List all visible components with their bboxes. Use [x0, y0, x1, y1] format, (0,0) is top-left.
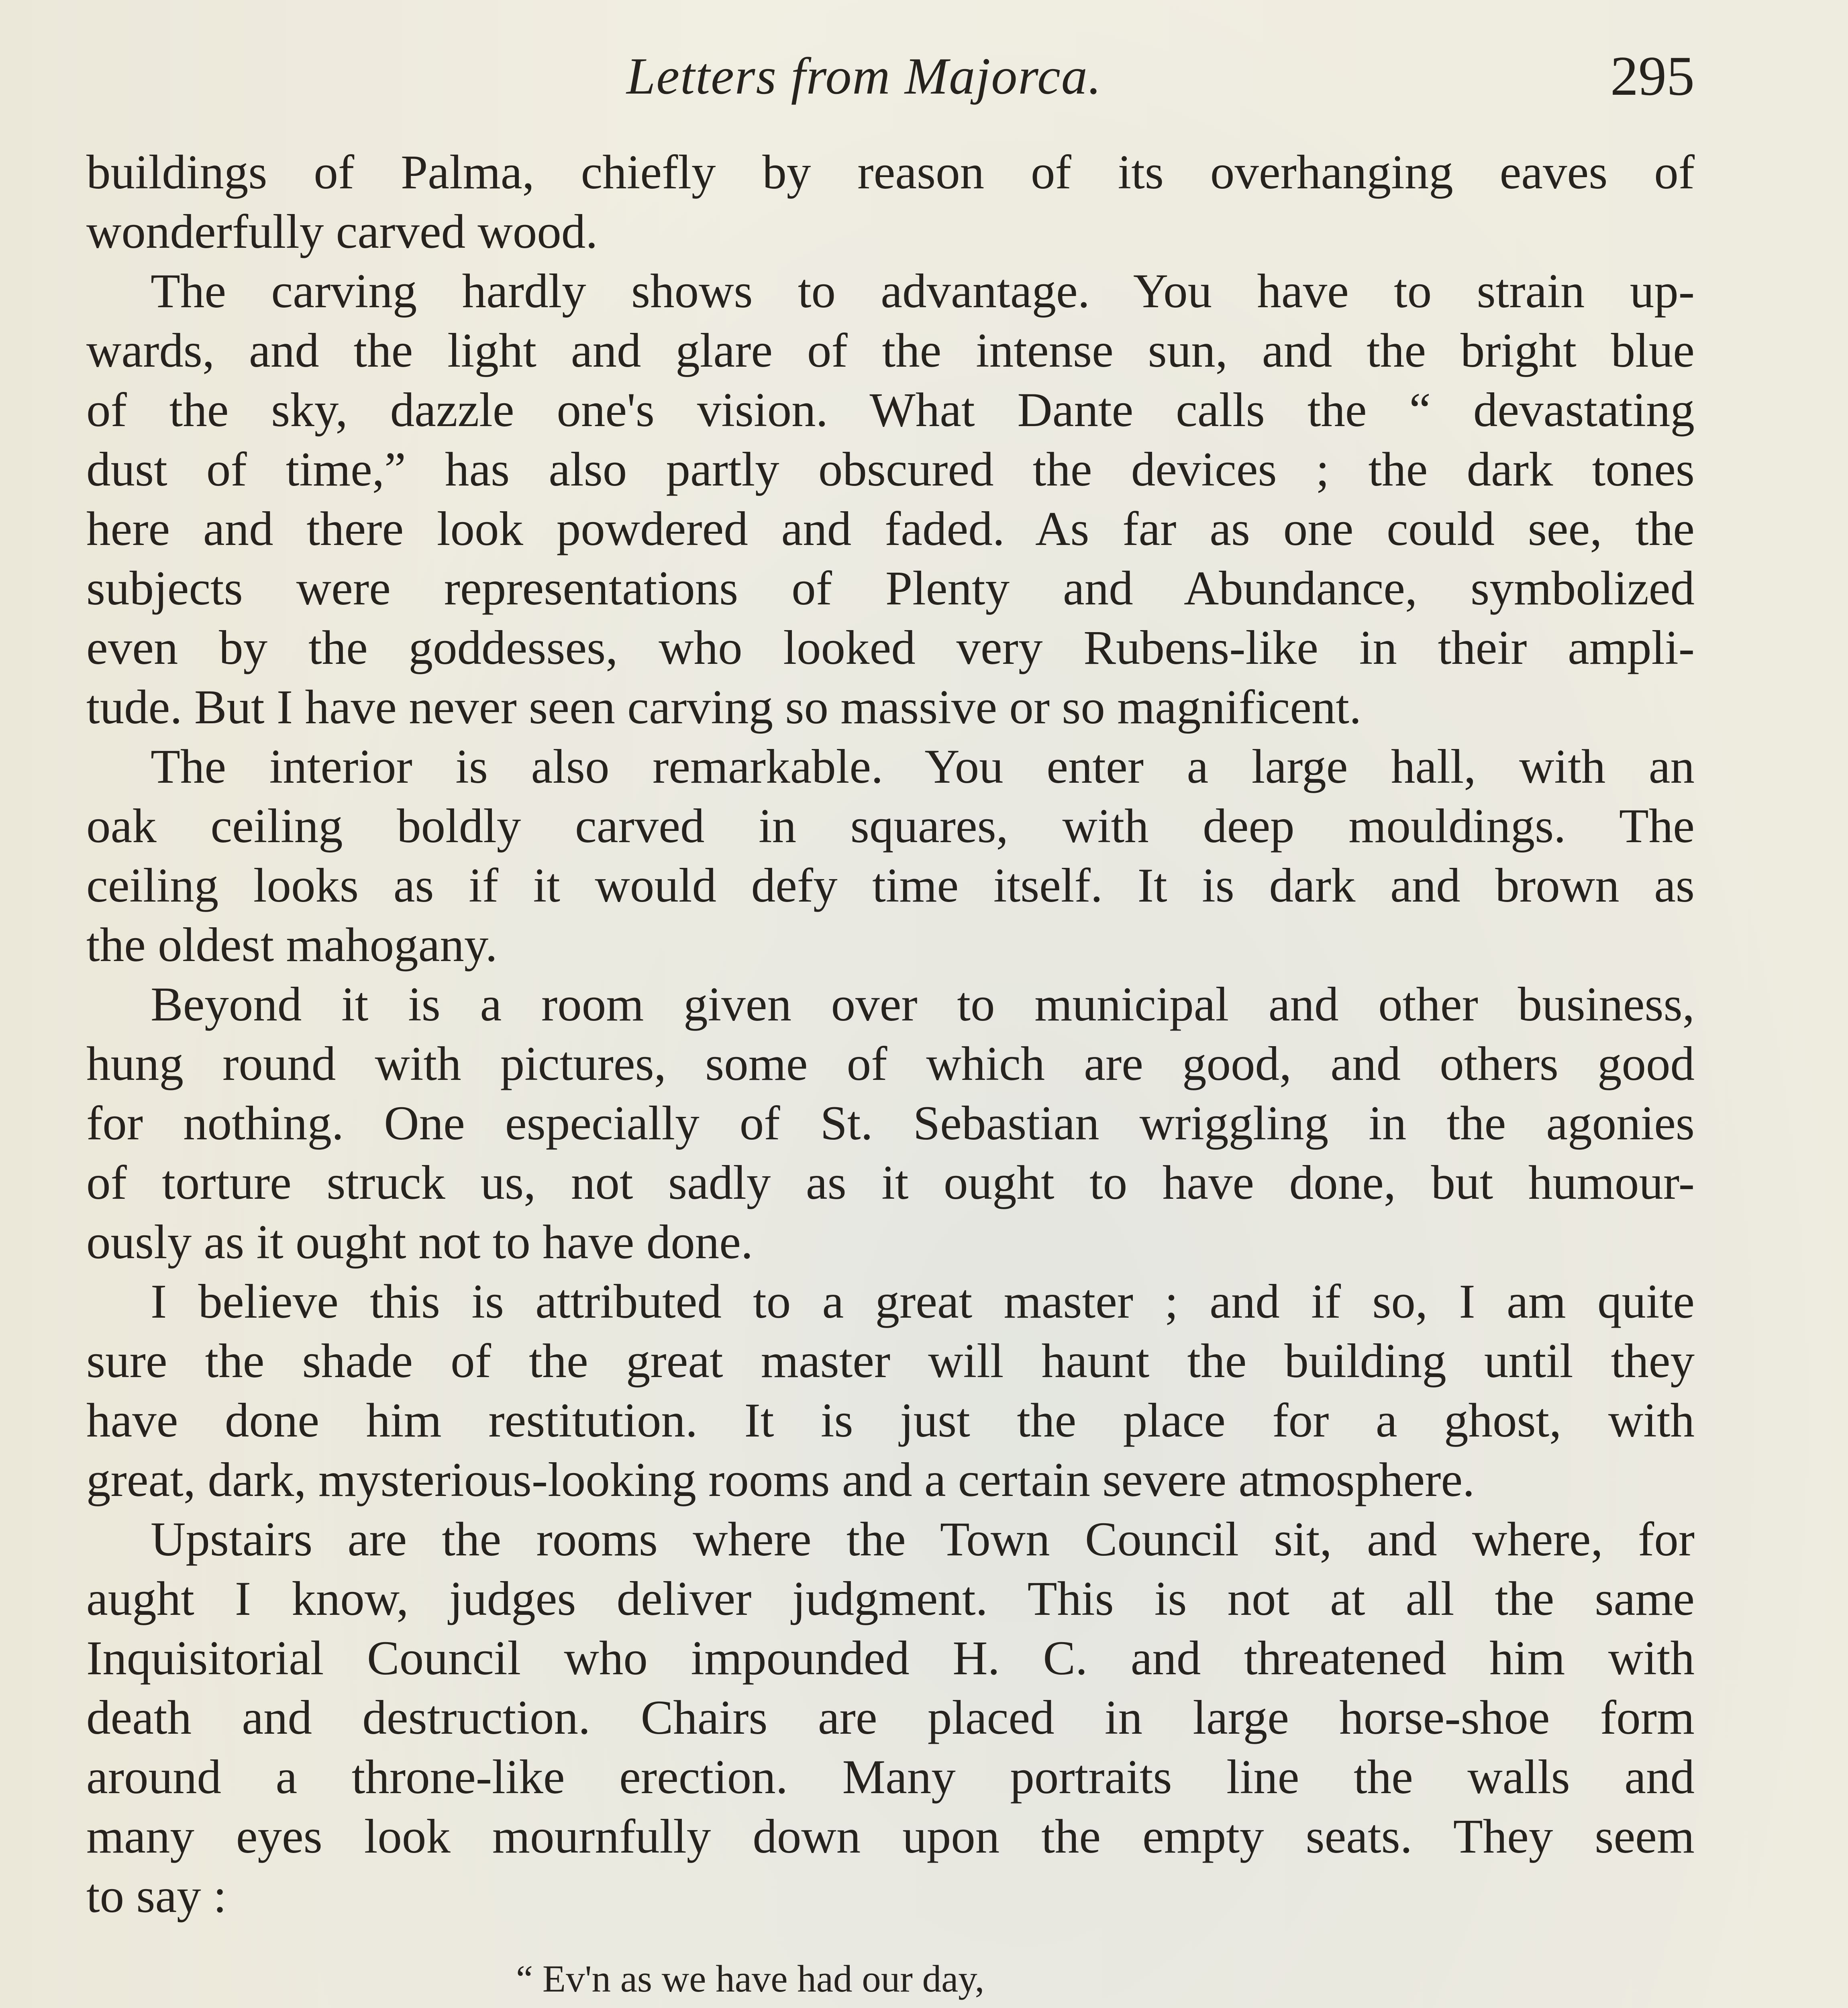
text-line: oak ceiling boldly carved in squares, with deep mouldings. The: [86, 799, 1695, 853]
text-line: great, dark, mysterious-looking rooms and a certain severe atmosphere.: [86, 1453, 1475, 1507]
paragraph: [86, 1510, 1695, 1926]
body-text: [86, 143, 1695, 2008]
text-line: many eyes look mournfully down upon the empty seats. They seem: [86, 1810, 1695, 1863]
text-line: the oldest mahogany.: [86, 918, 498, 972]
text-line: buildings of Palma, chiefly by reason of its overhanging eaves of: [86, 145, 1695, 199]
text-line: The carving hardly shows to advantage. You have to strain up-: [151, 264, 1695, 318]
text-line: dust of time,” has also partly obscured the devices ; the dark tones: [86, 443, 1695, 496]
text-line: The interior is also remarkable. You enter a large hall, with an: [151, 740, 1695, 794]
text-line: wards, and the light and glare of the intense sun, and the bright blue: [86, 324, 1695, 378]
text-line: I believe this is attributed to a great master ; and if so, I am quite: [151, 1275, 1695, 1328]
text-line: to say :: [86, 1869, 227, 1923]
paragraph: [86, 1272, 1695, 1510]
text-line: tude. But I have never seen carving so massive or so magnificent.: [86, 680, 1362, 734]
text-line: for nothing. One especially of St. Sebastian wriggling in the agonies: [86, 1096, 1695, 1150]
running-title: Letters from Majorca.: [626, 47, 1102, 105]
paragraph: [86, 737, 1695, 975]
text-line: wonderfully carved wood.: [86, 205, 598, 259]
text-line: of the sky, dazzle one's vision. What Dante calls the “ devastating: [86, 383, 1695, 437]
text-line: even by the goddesses, who looked very Rubens-like in their ampli-: [86, 621, 1695, 675]
page-number: 295: [1610, 45, 1695, 107]
text-line: subjects were representations of Plenty and Abundance, symbolized: [86, 561, 1695, 615]
text-line: around a throne-like erection. Many portraits line the walls and: [86, 1750, 1695, 1804]
paragraph: [86, 261, 1695, 737]
paragraphs-before-quote: [86, 143, 1695, 1926]
paragraph: [86, 143, 1695, 261]
text-line: of torture struck us, not sadly as it ought to have done, but humour-: [86, 1156, 1695, 1210]
text-line: Upstairs are the rooms where the Town Council sit, and where, for: [151, 1512, 1695, 1566]
quote-line: “ Ev'n as we have had our day,: [516, 1957, 985, 2000]
page-header: [96, 38, 1695, 114]
text-line: ously as it ought not to have done.: [86, 1215, 753, 1269]
paragraph: [86, 975, 1695, 1272]
text-line: sure the shade of the great master will haunt the building until they: [86, 1334, 1695, 1388]
text-line: have done him restitution. It is just the place for a ghost, with: [86, 1394, 1695, 1447]
verse-quote: [516, 1950, 1695, 2008]
text-line: Beyond it is a room given over to municipal and other business,: [151, 977, 1695, 1031]
text-line: here and there look powdered and faded. As far as one could see, the: [86, 502, 1695, 556]
text-line: death and destruction. Chairs are placed in large horse-shoe form: [86, 1691, 1695, 1745]
text-line: Inquisitorial Council who impounded H. C. and threatened him with: [86, 1631, 1695, 1685]
text-line: aught I know, judges deliver judgment. This is not at all the same: [86, 1572, 1695, 1626]
text-line: ceiling looks as if it would defy time itself. It is dark and brown as: [86, 859, 1695, 912]
text-line: hung round with pictures, some of which are good, and others good: [86, 1037, 1695, 1091]
